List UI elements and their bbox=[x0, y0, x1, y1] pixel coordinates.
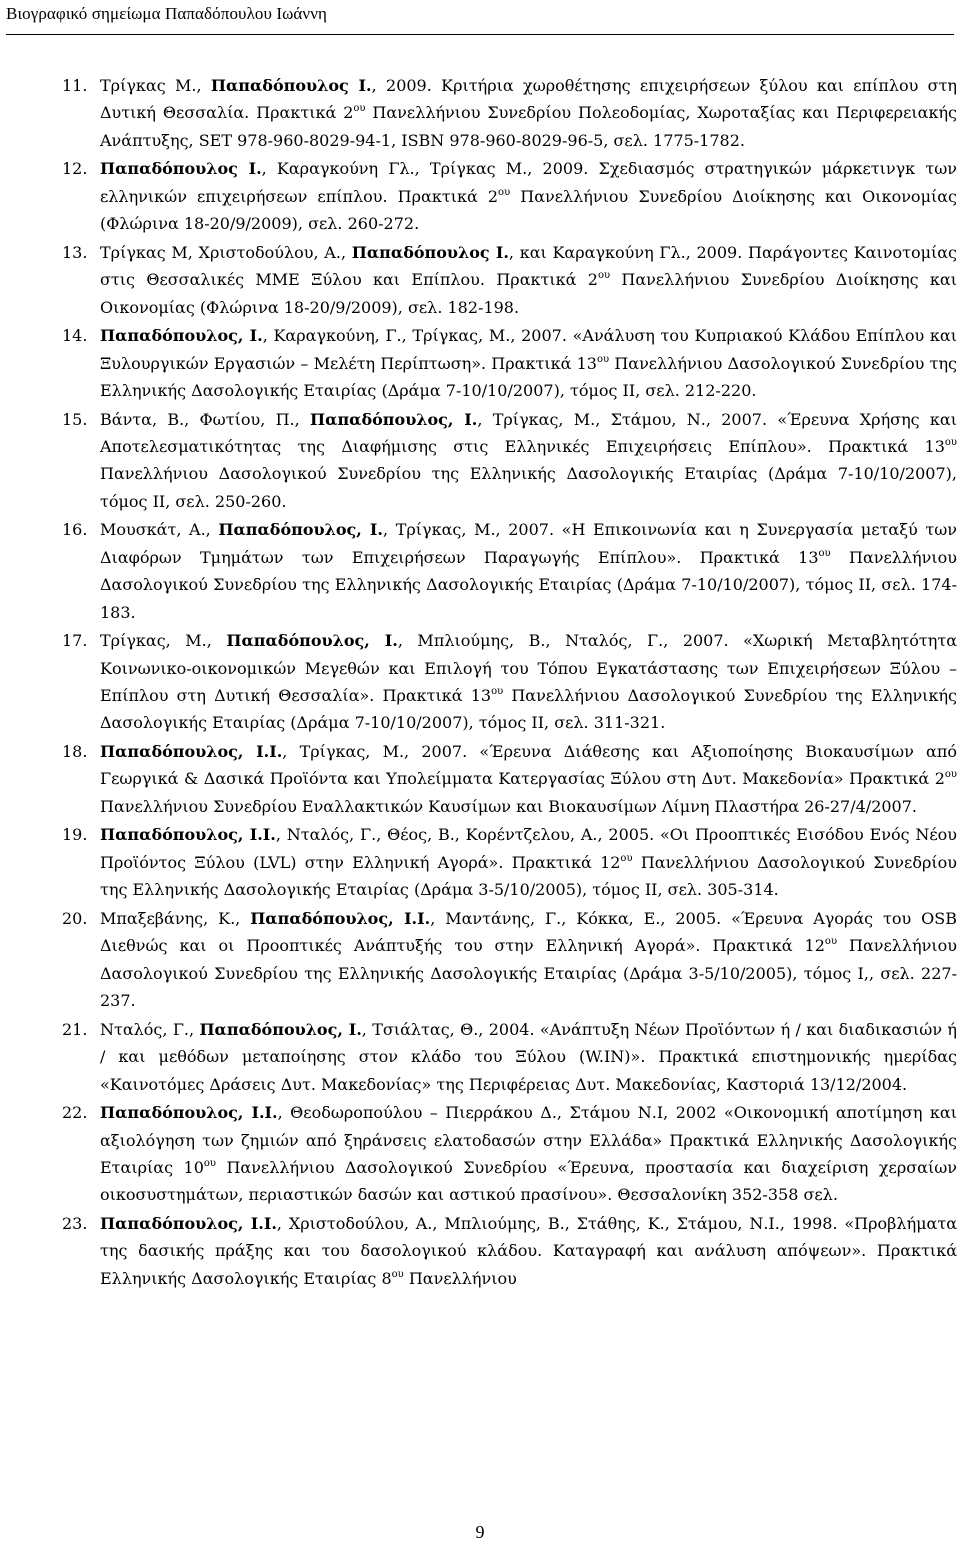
author-bold: Παπαδόπουλος, Ι.Ι. bbox=[100, 1103, 278, 1123]
entry-text: Πανελλήνιου Δασολογικού Συνεδρίου της Ελληνικής Δασολογικής Εταιρίας (Δράμα 7-10/10/2007), τόμος ΙΙ, σελ. 311-321. bbox=[100, 686, 957, 733]
ordinal-superscript: ου bbox=[203, 1157, 216, 1169]
entry-text: Πανελλήνιου Δασολογικού Συνεδρίου της Ελληνικής Δασολογικής Εταιρίας (Δράμα 7-10/10/2007), τόμος ΙΙ, σελ. 174-183. bbox=[100, 547, 958, 622]
entry-text: , Τρίγκας, Μ., Στάμου, Ν., 2007. «Έρευνα Χρήσης και Αποτελεσματικότητας της Διαφήμισης στις Ελληνικές Επιχειρήσεις Επίπλου». Πρακτικά 13 bbox=[100, 409, 957, 457]
publication-entry bbox=[62, 1016, 957, 1098]
publication-list bbox=[62, 72, 957, 1293]
entry-text: Πανελλήνιου Δασολογικού Συνεδρίου «Έρευνα, προστασία και διαχείριση χερσαίων οικοσυστημάτων, περιαστικών δασών και αστικού πρασίνου». Θεσσαλονίκη 352-358 σελ. bbox=[100, 1157, 957, 1205]
publication-entry bbox=[62, 821, 957, 903]
author-bold: Παπαδόπουλος, Ι. bbox=[310, 409, 478, 429]
publication-entry bbox=[62, 1210, 957, 1292]
header-rule bbox=[6, 34, 954, 35]
publication-entry bbox=[62, 516, 957, 626]
entry-text: Πανελλήνιου Δασολογικού Συνεδρίου της Ελληνικής Δασολογικής Εταιρίας (Δράμα 7-10/10/2007), τόμος ΙΙ, σελ. 250-260. bbox=[100, 464, 957, 511]
entry-number: 12. bbox=[62, 159, 88, 179]
entry-text: Πανελλήνιου Δασολογικού Συνεδρίου της Ελληνικής Δασολογικής Εταιρίας (Δράμα 7-10/10/2007), τόμος ΙΙ, σελ. 212-220. bbox=[100, 353, 957, 401]
entry-text: , Καραγκούνη, Γ., Τρίγκας, Μ., 2007. «Ανάλυση του Κυπριακού Κλάδου Επίπλου και Ξυλουργικών Εργασιών – Μελέτη Περίπτωση». Πρακτικά 13 bbox=[100, 326, 957, 373]
publication-entry bbox=[62, 322, 957, 404]
entry-text: Πανελλήνιου Συνεδρίου Εναλλακτικών Καυσίμων και Βιοκαυσίμων Λίμνη Πλαστήρα 26-27/4/2007. bbox=[100, 796, 917, 816]
entry-text: Πανελλήνιου Συνεδρίου Πολεοδομίας, Χωροταξίας και Περιφερειακής Ανάπτυξης, SET 978-960-8029-94-1, ISBN 978-960-8029-96-5, σελ. 1775-1782. bbox=[100, 103, 957, 150]
page-number: 9 bbox=[475, 1522, 485, 1542]
entry-number: 21. bbox=[62, 1019, 88, 1039]
entry-text: Πανελλήνιου bbox=[403, 1268, 517, 1288]
entry-text: Τρίγκας Μ, Χριστοδούλου, Α., bbox=[100, 242, 352, 262]
entry-text: , και Καραγκούνη Γλ., 2009. Παράγοντες Καινοτομίας στις Θεσσαλικές ΜΜΕ Ξύλου και Επίπλου. Πρακτικά 2 bbox=[100, 242, 958, 290]
page-header-title: Βιογραφικό σημείωμα Παπαδόπουλου Ιωάννη bbox=[6, 4, 327, 23]
author-bold: Παπαδόπουλος Ι. bbox=[100, 159, 262, 179]
author-bold: Παπαδόπουλος, Ι. bbox=[226, 631, 398, 651]
author-bold: Παπαδόπουλος Ι. bbox=[351, 242, 509, 262]
entry-number: 15. bbox=[62, 409, 88, 429]
author-bold: Παπαδόπουλος, Ι. bbox=[218, 520, 383, 540]
entry-text: Πανελλήνιου Δασολογικού Συνεδρίου της Ελληνικής Δασολογικής Εταιρίας (Δράμα 3-5/10/2005), τόμος Ι,, σελ. 227-237. bbox=[100, 936, 957, 1011]
entry-text: , Μπλιούμης, Β., Νταλός, Γ., 2007. «Χωρική Μεταβλητότητα Κοινωνικο-οικονομικών Μεγεθών και Επιλογή του Τόπου Εγκατάστασης των Επιχειρήσεων Ξύλου – Επίπλου στη Δυτική Θεσσαλία». Πρακτικά 13 bbox=[100, 631, 957, 706]
ordinal-superscript: ου bbox=[596, 353, 610, 365]
entry-text: Πανελλήνιου Δασολογικού Συνεδρίου της Ελληνικής Δασολογικής Εταιρίας (Δράμα 3-5/10/2005), τόμος ΙΙ, σελ. 305-314. bbox=[100, 852, 957, 900]
ordinal-superscript: ου bbox=[824, 936, 838, 948]
entry-number: 22. bbox=[62, 1103, 88, 1123]
author-bold: Παπαδόπουλος Ι. bbox=[210, 76, 372, 95]
publication-entry bbox=[62, 155, 957, 237]
entry-text: , Τρίγκας, Μ., 2007. «Έρευνα Διάθεσης και Αξιοποίησης Βιοκαυσίμων από Γεωργικά & Δασικά Προϊόντα και Υπολείμματα Κατεργασίας Ξύλου στη Δυτ. Μακεδονία» Πρακτικά 2 bbox=[100, 742, 957, 789]
entry-text: Τρίγκας Μ., bbox=[100, 76, 211, 95]
ordinal-superscript: ου bbox=[353, 103, 366, 115]
entry-number: 20. bbox=[62, 908, 88, 928]
entry-text: , 2009. Κριτήρια χωροθέτησης επιχειρήσεων ξύλου και επίπλου στη Δυτική Θεσσαλία. Πρακτικά 2 bbox=[100, 76, 958, 123]
entry-text: Νταλός, Γ., bbox=[100, 1019, 200, 1039]
ordinal-superscript: ου bbox=[597, 270, 611, 282]
ordinal-superscript: ου bbox=[944, 437, 957, 449]
entry-number: 14. bbox=[62, 326, 88, 346]
ordinal-superscript: ου bbox=[391, 1268, 404, 1280]
entry-number: 17. bbox=[62, 631, 88, 651]
entry-text: , Νταλός, Γ., Θέος, Β., Κορέντζελου, Α., 2005. «Οι Προοπτικές Εισόδου Ενός Νέου Προϊόντος Ξύλου (LVL) στην Ελληνική Αγορά». Πρακτικά 12 bbox=[100, 825, 958, 872]
entry-text: , Τσιάλτας, Θ., 2004. «Ανάπτυξη Νέων Προϊόντων ή / και διαδικασιών ή / και μεθόδων μεταποίησης στον κλάδο του Ξύλου (W.IN)». Πρακτικά επιστημονικής ημερίδας «Καινοτόμες Δράσεις Δυτ. Μακεδονίας» της Περιφέρειας Δυτ. Μακεδονίας, Καστοριά 13/12/2004. bbox=[100, 1019, 957, 1094]
entry-text: , Καραγκούνη Γλ., Τρίγκας Μ., 2009. Σχεδιασμός στρατηγικών μάρκετινγκ των ελληνικών επιχειρήσεων επίπλου. Πρακτικά 2 bbox=[100, 159, 958, 206]
author-bold: Παπαδόπουλος, Ι. bbox=[199, 1019, 362, 1039]
entry-text: Μουσκάτ, Α., bbox=[100, 520, 219, 540]
ordinal-superscript: ου bbox=[498, 186, 511, 198]
ordinal-superscript: ου bbox=[620, 852, 633, 864]
entry-text: Τρίγκας, Μ., bbox=[100, 631, 227, 651]
ordinal-superscript: ου bbox=[818, 547, 831, 559]
entry-text: Βάντα, Β., Φωτίου, Π., bbox=[100, 409, 311, 429]
ordinal-superscript: ου bbox=[491, 686, 504, 698]
entry-number: 23. bbox=[62, 1213, 88, 1233]
entry-number: 16. bbox=[62, 520, 88, 540]
publication-entry bbox=[62, 406, 957, 516]
author-bold: Παπαδόπουλος, Ι.Ι. bbox=[100, 742, 283, 762]
entry-text: , Θεοδωροπούλου – Πιερράκου Δ., Στάμου Ν.Ι, 2002 «Οικονομική αποτίμηση και αξιολόγηση των ζημιών από ξηράνσεις ελατοδασών στην Ελλάδα» Πρακτικά Ελληνικής Δασολογικής Εταιρίας 10 bbox=[100, 1103, 958, 1177]
publication-entry bbox=[62, 738, 957, 820]
ordinal-superscript: ου bbox=[944, 769, 957, 781]
publication-entry bbox=[62, 627, 957, 737]
entry-text: Πανελλήνιου Συνεδρίου Διοίκησης και Οικονομίας (Φλώρινα 18-20/9/2009), σελ. 182-198. bbox=[100, 270, 958, 317]
publication-entry bbox=[62, 905, 957, 1015]
entry-text: , Μαντάνης, Γ., Κόκκα, Ε., 2005. «Έρευνα Αγοράς του OSB Διεθνώς και οι Προοπτικές Ανάπτυξής του στην Ελληνική Αγορά». Πρακτικά 12 bbox=[100, 908, 958, 956]
entry-number: 11. bbox=[62, 76, 88, 95]
publication-entry bbox=[62, 1099, 957, 1209]
author-bold: Παπαδόπουλος, Ι. bbox=[100, 326, 263, 346]
entry-number: 18. bbox=[62, 742, 88, 762]
entry-number: 13. bbox=[62, 242, 88, 262]
publication-entry bbox=[62, 72, 957, 154]
publication-entry bbox=[62, 239, 957, 321]
entry-text: , Τρίγκας, Μ., 2007. «Η Επικοινωνία και η Συνεργασία μεταξύ των Διαφόρων Τμημάτων των Επιχειρήσεων Παραγωγής Επίπλου». Πρακτικά 13 bbox=[100, 520, 958, 567]
author-bold: Παπαδόπουλος, Ι.Ι. bbox=[100, 1213, 277, 1233]
entry-number: 19. bbox=[62, 825, 88, 845]
author-bold: Παπαδόπουλος, Ι.Ι. bbox=[250, 908, 431, 928]
author-bold: Παπαδόπουλος, Ι.Ι. bbox=[100, 825, 276, 845]
entry-text: Πανελλήνιου Συνεδρίου Διοίκησης και Οικονομίας (Φλώρινα 18-20/9/2009), σελ. 260-272. bbox=[100, 186, 957, 234]
entry-text: Μπαξεβάνης, Κ., bbox=[100, 908, 251, 928]
entry-text: , Χριστοδούλου, Α., Μπλιούμης, Β., Στάθης, Κ., Στάμου, Ν.Ι., 1998. «Προβλήματα της δασικής πράξης και του δασολογικού κλάδου. Καταγραφή και ανάλυση απόψεων». Πρακτικά Ελληνικής Δασολογικής Εταιρίας 8 bbox=[100, 1213, 958, 1288]
